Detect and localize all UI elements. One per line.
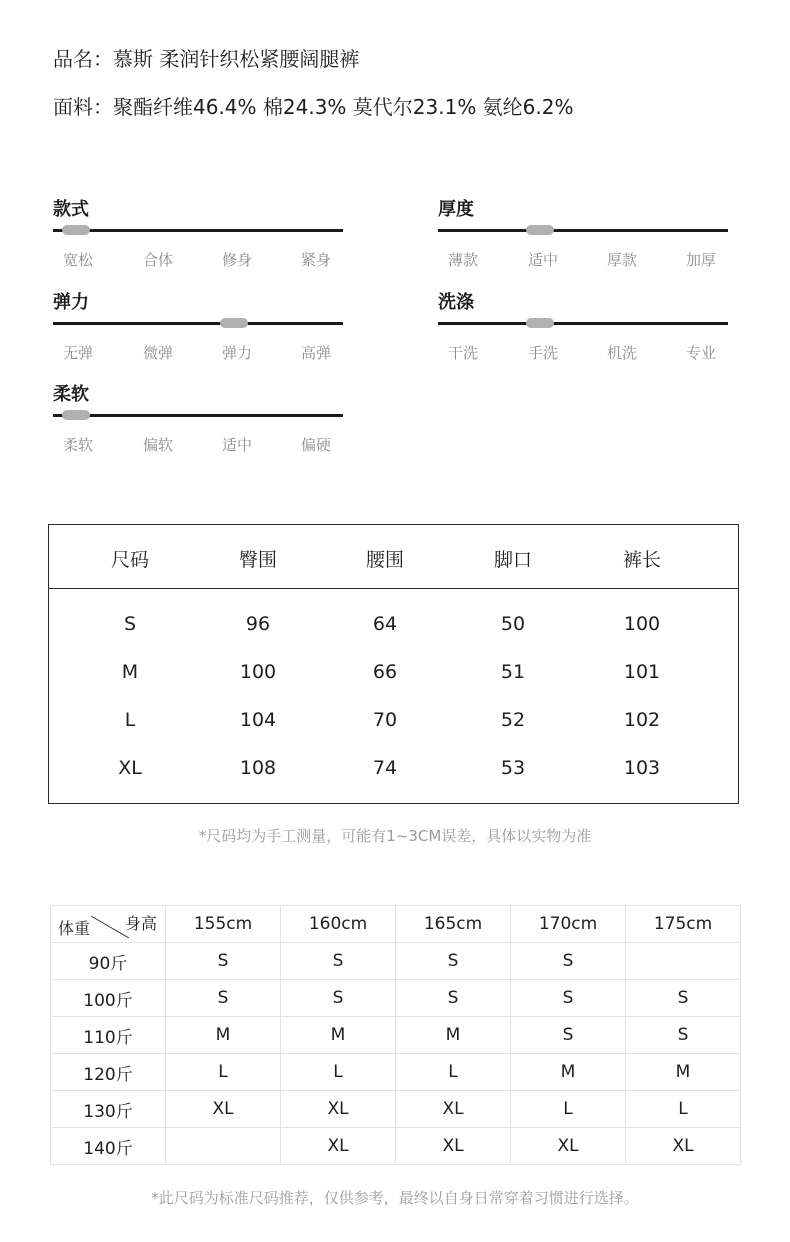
recommend-row — [51, 1091, 741, 1128]
recommend-size-cell: M — [626, 1054, 741, 1091]
recommend-size-cell: XL — [281, 1128, 396, 1165]
size-table-cell: 103 — [623, 757, 661, 779]
scale-label: 紧身 — [300, 251, 331, 269]
size-recommend-table — [50, 905, 741, 1165]
recommend-weight-cell: 120斤 — [51, 1054, 166, 1091]
size-table-cell: 50 — [500, 613, 526, 635]
scale-label: 合体 — [142, 251, 173, 269]
scale-label: 高弹 — [300, 344, 331, 362]
scale-label: 适中 — [527, 251, 558, 269]
scale-track — [438, 229, 728, 232]
scale-label: 无弹 — [62, 344, 93, 362]
scale-label: 薄款 — [447, 251, 478, 269]
size-recommend-note: *此尺码为标准尺码推荐，仅供参考，最终以自身日常穿着习惯进行选择。 — [151, 1189, 639, 1207]
recommend-weight-cell: 140斤 — [51, 1128, 166, 1165]
scale-title: 洗涤 — [438, 292, 474, 313]
recommend-row — [51, 1128, 741, 1165]
recommend-height-cell: 155cm — [166, 906, 281, 943]
size-table-cell: 108 — [239, 757, 277, 779]
recommend-row — [51, 980, 741, 1017]
recommend-size-cell: M — [511, 1054, 626, 1091]
recommend-row — [51, 1017, 741, 1054]
scale-label: 宽松 — [62, 251, 93, 269]
size-table-cell: 100 — [623, 613, 661, 635]
scale-label: 偏软 — [142, 436, 173, 454]
scale-label: 加厚 — [685, 251, 716, 269]
recommend-row — [51, 1054, 741, 1091]
size-table-header-cell: 裤长 — [622, 549, 661, 571]
size-table-header-cell: 腰围 — [365, 549, 404, 571]
recommend-size-cell: S — [166, 980, 281, 1017]
recommend-height-cell: 170cm — [511, 906, 626, 943]
size-table-cell: 70 — [372, 709, 398, 731]
size-table-cell: 96 — [245, 613, 271, 635]
recommend-weight-cell: 100斤 — [51, 980, 166, 1017]
recommend-size-cell: S — [281, 980, 396, 1017]
recommend-row — [51, 943, 741, 980]
product-name-line: 品名：慕斯 柔润针织松紧腰阔腿裤 — [53, 47, 360, 71]
recommend-height-cell: 175cm — [626, 906, 741, 943]
recommend-size-cell: M — [281, 1017, 396, 1054]
recommend-height-cell: 165cm — [396, 906, 511, 943]
scale-label: 弹力 — [221, 344, 252, 362]
scale-label: 机洗 — [606, 344, 637, 362]
recommend-size-cell: S — [396, 943, 511, 980]
product-material-line: 面料：聚酯纤维46.4% 棉24.3% 莫代尔23.1% 氨纶6.2% — [53, 95, 574, 119]
recommend-header-row — [51, 906, 741, 943]
size-table-cell: 101 — [623, 661, 661, 683]
scale-title: 柔软 — [53, 384, 89, 405]
size-table-cell: 53 — [500, 757, 526, 779]
scale-label: 干洗 — [447, 344, 478, 362]
recommend-size-cell: S — [281, 943, 396, 980]
scale-indicator — [526, 225, 554, 235]
recommend-size-cell: M — [166, 1017, 281, 1054]
recommend-size-cell: S — [511, 980, 626, 1017]
recommend-size-cell: S — [396, 980, 511, 1017]
size-table-cell: 64 — [372, 613, 398, 635]
recommend-size-cell: XL — [396, 1128, 511, 1165]
scale-label: 适中 — [221, 436, 252, 454]
scale-3 — [438, 288, 728, 362]
recommend-size-cell: XL — [396, 1091, 511, 1128]
recommend-weight-cell: 90斤 — [51, 943, 166, 980]
scale-title: 款式 — [53, 199, 89, 220]
size-table-cell: 104 — [239, 709, 277, 731]
recommend-size-cell: XL — [166, 1091, 281, 1128]
scale-track — [438, 322, 728, 325]
size-table-cell: L — [124, 709, 136, 731]
size-table-cell: 100 — [239, 661, 277, 683]
recommend-size-cell: L — [166, 1054, 281, 1091]
recommend-size-cell: L — [281, 1054, 396, 1091]
size-table-header-cell: 脚口 — [493, 549, 532, 571]
recommend-size-cell: S — [626, 980, 741, 1017]
scale-indicator — [62, 410, 90, 420]
size-table-cell: 51 — [500, 661, 526, 683]
scale-track — [53, 322, 343, 325]
scale-label: 柔软 — [62, 436, 93, 454]
scale-2 — [53, 288, 343, 362]
scale-label: 微弹 — [142, 344, 173, 362]
corner-weight-label: 体重 — [58, 919, 91, 938]
recommend-weight-cell: 130斤 — [51, 1091, 166, 1128]
recommend-size-cell: XL — [281, 1091, 396, 1128]
recommend-weight-cell: 110斤 — [51, 1017, 166, 1054]
size-table-cell: S — [123, 613, 137, 635]
recommend-size-cell: S — [511, 943, 626, 980]
size-table-header-cell: 尺码 — [110, 549, 149, 571]
recommend-size-cell: S — [626, 1017, 741, 1054]
recommend-height-cell: 160cm — [281, 906, 396, 943]
scale-title: 弹力 — [53, 292, 89, 313]
scale-label: 手洗 — [527, 344, 558, 362]
recommend-corner-cell — [51, 906, 166, 943]
corner-height-label: 身高 — [124, 914, 157, 933]
scale-track — [53, 414, 343, 417]
scale-label: 厚款 — [606, 251, 637, 269]
recommend-size-cell: L — [396, 1054, 511, 1091]
recommend-size-cell — [166, 1128, 281, 1165]
size-table-header-cell: 臀围 — [238, 549, 277, 571]
recommend-size-cell: M — [396, 1017, 511, 1054]
scale-track — [53, 229, 343, 232]
size-table-cell: 52 — [500, 709, 526, 731]
scale-title: 厚度 — [438, 199, 474, 220]
scale-indicator — [526, 318, 554, 328]
scale-1 — [438, 195, 728, 269]
scale-indicator — [220, 318, 248, 328]
scale-label: 修身 — [221, 251, 252, 269]
recommend-size-cell: L — [626, 1091, 741, 1128]
scale-label: 偏硬 — [300, 436, 331, 454]
size-table-cell: XL — [118, 757, 142, 779]
recommend-size-cell: S — [511, 1017, 626, 1054]
size-table-cell: 66 — [372, 661, 398, 683]
size-table-cell: 102 — [623, 709, 661, 731]
size-table-cell: M — [121, 661, 139, 683]
recommend-size-cell: XL — [511, 1128, 626, 1165]
recommend-size-cell: S — [166, 943, 281, 980]
size-measure-note: *尺码均为手工测量，可能有1~3CM误差，具体以实物为准 — [198, 827, 592, 845]
scale-label: 专业 — [685, 344, 716, 362]
size-table-cell: 74 — [372, 757, 398, 779]
recommend-size-cell: XL — [626, 1128, 741, 1165]
recommend-size-cell: L — [511, 1091, 626, 1128]
recommend-size-cell — [626, 943, 741, 980]
scale-0 — [53, 195, 343, 269]
scale-4 — [53, 380, 343, 454]
scale-indicator — [62, 225, 90, 235]
size-table-header-divider — [49, 588, 738, 589]
size-table — [48, 524, 739, 804]
